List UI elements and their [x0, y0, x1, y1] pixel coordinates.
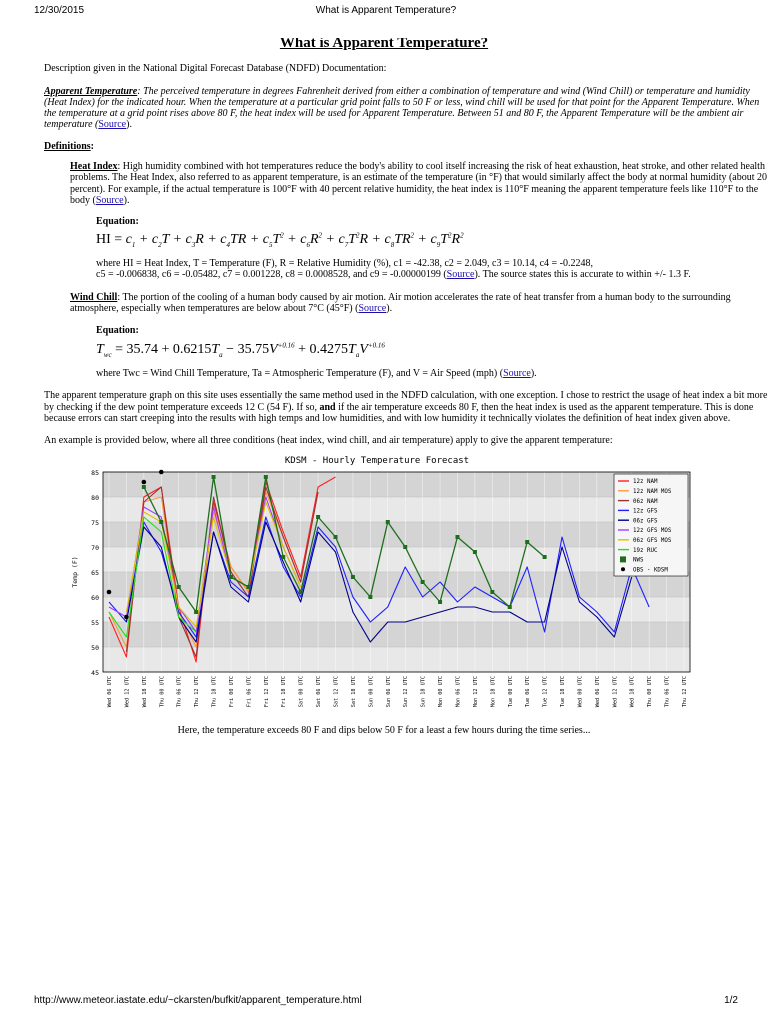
source-link[interactable]: Source [446, 268, 475, 280]
x-tick-label: Tue 18 UTC [560, 675, 567, 707]
heat-index-equation: HI = $c_1 + c_2T + c_3R + c_4TR + c_5T^2 + c_6R^2 + c_7T^2R + c_8TR^2 + c_9T^2R^2$ [96, 230, 464, 249]
series-point [334, 535, 338, 539]
x-tick-label: Sun 06 UTC [385, 675, 392, 707]
legend-label: 19z RUC [633, 547, 658, 554]
plot-band [103, 547, 690, 572]
page-number: 1/2 [724, 995, 738, 1006]
x-tick-label: Wed 18 UTC [141, 675, 148, 707]
heat-index-definition: Heat Index: High humidity combined with hot temperatures reduce the body's ability to cool itself increasing the risk of heat exhaustion, heat stroke, and other related health problems. The Heat Index, also referred to as apparent temperature, is an estimate of the temperature (in °F) that would similarly affect the body at normal humidity (about 20 percent). For example, if the actual temperature is 100°F with 40 percent relative humidity, the heat index is 110°F meaning the apparent temperature feels like 110°F to the body (Source). [70, 161, 768, 206]
x-tick-label: Tue 06 UTC [525, 675, 532, 707]
source-link[interactable]: Source [503, 368, 531, 380]
x-tick-label: Fri 18 UTC [281, 675, 288, 707]
series-point [229, 575, 233, 579]
source-link[interactable]: Source [95, 194, 124, 206]
definitions-heading: Definitions: [44, 140, 95, 152]
series-point [490, 590, 494, 594]
legend-label: OBS - KDSM [633, 566, 668, 573]
y-tick-label: 60 [91, 593, 99, 602]
x-tick-label: Mon 00 UTC [438, 675, 445, 707]
x-tick-label: Mon 06 UTC [455, 675, 462, 707]
x-tick-label: Sat 18 UTC [350, 675, 357, 707]
series-point [281, 555, 285, 559]
x-tick-label: Wed 06 UTC [107, 675, 113, 707]
series-point [525, 540, 529, 544]
y-tick-label: 85 [91, 468, 99, 477]
x-tick-label: Tue 00 UTC [507, 675, 514, 707]
x-tick-label: Thu 00 UTC [647, 675, 654, 707]
y-axis-label: Temp (F) [71, 555, 79, 588]
document-body [44, 38, 768, 736]
legend-label: 12z NAM [633, 478, 658, 485]
source-link[interactable]: Source [358, 303, 387, 315]
x-tick-label: Wed 06 UTC [594, 675, 601, 707]
x-tick-label: Thu 18 UTC [211, 675, 218, 707]
series-point [194, 610, 198, 614]
x-tick-label: Tue 12 UTC [542, 675, 549, 707]
heat-index-constants: where HI = Heat Index, T = Temperature (F), R = Relative Humidity (%), c1 = -42.38, c2 = 2.049, c3 = 10.14, c4 = -0.2248, [96, 257, 594, 269]
chart-title: KDSM - Hourly Temperature Forecast [284, 455, 470, 466]
x-tick-label: Sun 12 UTC [403, 675, 410, 707]
x-tick-label: Sat 00 UTC [298, 675, 305, 707]
print-title: What is Apparent Temperature? [315, 5, 457, 16]
x-tick-label: Wed 18 UTC [629, 675, 636, 707]
series-point [264, 475, 268, 479]
legend-swatch [620, 556, 626, 562]
series-point [177, 585, 181, 589]
y-tick-label: 65 [91, 568, 99, 577]
series-point [107, 589, 112, 594]
series-point [316, 515, 320, 519]
x-tick-label: Thu 00 UTC [159, 675, 166, 707]
chart-caption: Here, the temperature exceeds 80 F and dips below 50 F for a least a few hours during the time series... [177, 724, 591, 736]
wind-chill-variables: where Twc = Wind Chill Temperature, Ta = Atmospheric Temperature (F), and V = Air Speed (mph) (Source). [96, 368, 537, 380]
x-tick-label: Sun 00 UTC [368, 675, 375, 707]
series-point [543, 555, 547, 559]
x-tick-label: Mon 18 UTC [490, 675, 497, 707]
legend-label: 12z NAM MOS [633, 488, 672, 495]
series-point [159, 520, 163, 524]
series-point [351, 575, 355, 579]
x-tick-label: Sun 18 UTC [420, 675, 427, 707]
x-tick-label: Fri 00 UTC [228, 675, 235, 707]
series-point [124, 614, 129, 619]
legend-label: 06z GFS [633, 517, 658, 524]
page-header [34, 5, 738, 19]
x-tick-label: Fri 06 UTC [246, 675, 253, 707]
wind-chill-equation: $T_{wc} = 35.74 + 0.6215T_a - 35.75V^{+0.16} + 0.4275T_aV^{+0.16}$ [96, 341, 385, 359]
series-point [142, 485, 146, 489]
series-point [438, 600, 442, 604]
series-point [508, 605, 512, 609]
plot-band [103, 647, 690, 672]
print-date: 12/30/2015 [34, 5, 85, 16]
y-tick-label: 80 [91, 493, 99, 502]
y-tick-label: 55 [91, 618, 99, 627]
series-point [212, 475, 216, 479]
x-tick-label: Wed 00 UTC [577, 675, 584, 707]
plot-band [103, 572, 690, 597]
y-tick-label: 70 [91, 543, 99, 552]
intro-text: Description given in the National Digital Forecast Database (NDFD) Documentation: [44, 63, 387, 75]
x-tick-label: Wed 12 UTC [612, 675, 619, 707]
page-title: What is Apparent Temperature? [279, 38, 489, 51]
series-point [368, 595, 372, 599]
heat-index-constants-2: c5 = -0.006838, c6 = -0.05482, c7 = 0.001228, c8 = 0.0008528, and c9 = -0.00000199 (Source). The source states this is accurate to within +/- 1.3 F. [96, 268, 691, 280]
series-point [246, 585, 250, 589]
series-point [455, 535, 459, 539]
apparent-text: : The perceived temperature in degrees Fahrenheit derived from either a combination of temperature and wind (Wind Chill) or temperature and humidity (Heat Index) for the indicated hour. When the temperature at a particular grid point falls to 50 F or less, wind chill will be used for that point for the Apparent Temperature. When the temperature at a grid point rises above 80 F, the heat index will be used for Apparent Temperature. Between 51 and 80 F, the Apparent Temperature will be the ambient air temperature ( [44, 85, 760, 131]
wind-chill-definition: Wind Chill: The portion of the cooling of a human body caused by air motion. Air motion accelerates the rate of heat transfer from a human body to the surrounding atmosphere, especially when temperatures are below about 7°C (45°F) (Source). [70, 292, 731, 315]
example-text: An example is provided below, where all three conditions (heat index, wind chill, and air temperature) apply to give the apparent temperature: [44, 435, 613, 447]
series-point [386, 520, 390, 524]
legend-label: NWS [633, 557, 644, 564]
y-tick-label: 50 [91, 643, 99, 652]
plot-band [103, 497, 690, 522]
x-tick-label: Thu 12 UTC [194, 675, 201, 707]
x-tick-label: Fri 12 UTC [263, 675, 270, 707]
page-url[interactable]: http://www.meteor.iastate.edu/~ckarsten/bufkit/apparent_temperature.html [34, 995, 362, 1006]
x-tick-label: Sat 06 UTC [316, 675, 323, 707]
legend-swatch [621, 567, 625, 571]
series-point [421, 580, 425, 584]
plot-band [103, 472, 690, 497]
y-tick-label: 45 [91, 668, 99, 677]
legend-label: 12z GFS [633, 508, 658, 515]
series-point [142, 479, 147, 484]
apparent-definition: Apparent Temperature: The perceived temperature in degrees Fahrenheit derived from either a combination of temperature and wind (Wind Chill) or temperature and humidity (Heat Index) for the indicated hour. When the temperature at a particular grid point falls to 50 F or less, wind chill will be used for that point for the Apparent Temperature. When the temperature at a grid point rises above 80 F, the heat index will be used for Apparent Temperature. Between 51 and 80 F, the Apparent Temperature will be the ambient air temperature (Source). [44, 85, 760, 131]
equation-label: Equation: [96, 216, 139, 228]
source-link[interactable]: Source [98, 119, 127, 131]
x-tick-label: Wed 12 UTC [124, 675, 131, 707]
series-point [473, 550, 477, 554]
heat-index-label: Heat Index [70, 161, 118, 173]
chart-svg [65, 453, 705, 721]
legend-label: 06z GFS MOS [633, 537, 672, 544]
graph-method-text: The apparent temperature graph on this site uses essentially the same method used in the NDFD calculation, with one exception. I chose to restrict the usage of heat index a bit more by checking if the dew point temperature exceeds 12 C (54 F). If so, and if the air temperature exceeds 80 F, then the heat index is used as the apparent temperature. This is done because errors can start creeping into the results with high temps and low humidities, and with low humidity it technically violates the definition of heat index given above. [44, 390, 768, 424]
x-tick-label: Mon 12 UTC [472, 675, 479, 707]
y-tick-label: 75 [91, 518, 99, 527]
series-point [403, 545, 407, 549]
page-footer [34, 995, 738, 1009]
legend-label: 06z NAM [633, 498, 658, 505]
x-tick-label: Sat 12 UTC [333, 675, 340, 707]
series-point [299, 590, 303, 594]
x-tick-label: Thu 06 UTC [176, 675, 183, 707]
apparent-label: Apparent Temperature [44, 85, 138, 97]
x-tick-label: Thu 06 UTC [664, 675, 671, 707]
legend-label: 12z GFS MOS [633, 527, 672, 534]
wind-chill-label: Wind Chill [70, 292, 118, 304]
temperature-forecast-chart [65, 453, 705, 721]
x-tick-label: Thu 12 UTC [682, 675, 688, 707]
equation-label: Equation: [96, 324, 139, 336]
